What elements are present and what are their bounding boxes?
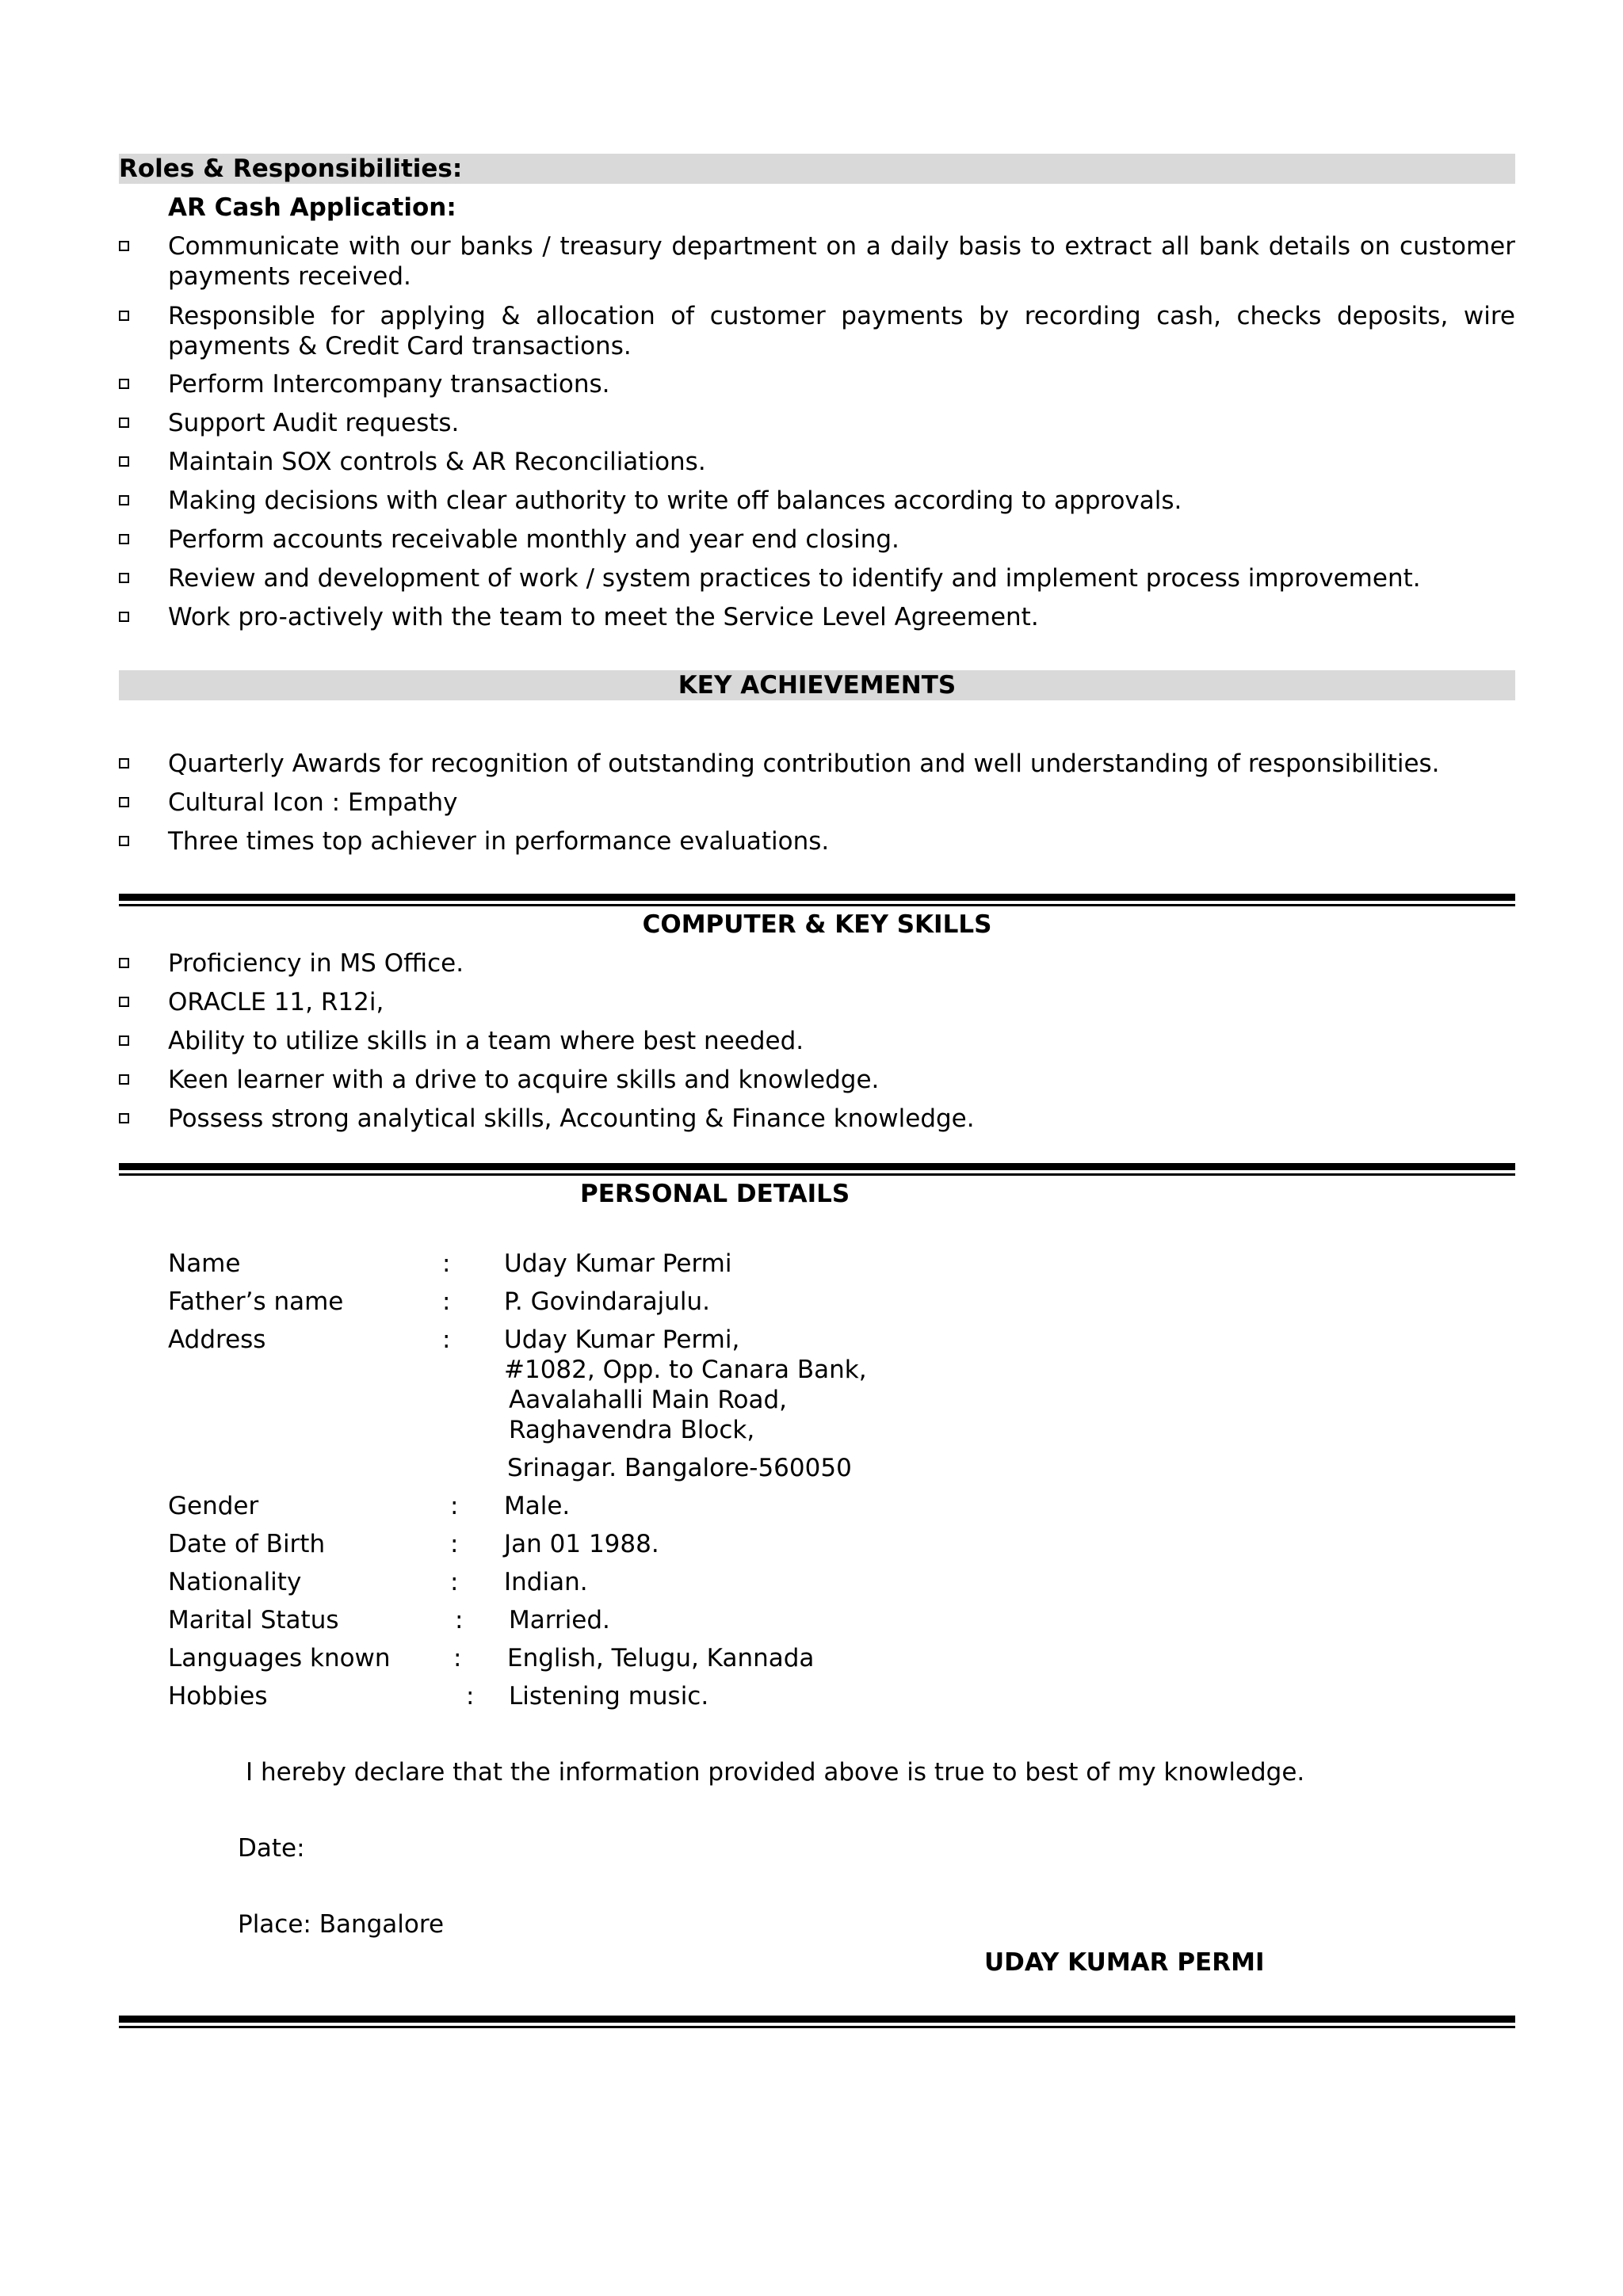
section-divider	[119, 2016, 1515, 2028]
languages-colon: :	[453, 1644, 462, 1672]
skills-heading: COMPUTER & KEY SKILLS	[642, 910, 992, 939]
hobbies-colon: :	[466, 1682, 475, 1711]
address-line-5: Srinagar. Bangalore-560050	[507, 1454, 852, 1482]
nationality-colon: :	[450, 1568, 459, 1596]
skills-item-3: Ability to utilize skills in a team where best needed.	[168, 1027, 804, 1055]
date-label: Date:	[238, 1834, 305, 1863]
bullet-icon	[119, 1026, 132, 1056]
declaration-text: I hereby declare that the information provided above is true to best of my knowledge.	[246, 1758, 1305, 1787]
skills-item-5: Possess strong analytical skills, Accounting & Finance knowledge.	[168, 1104, 975, 1133]
bullet-icon	[119, 948, 132, 978]
bullet-icon	[119, 602, 132, 632]
section-divider	[119, 894, 1515, 906]
roles-item-2: Responsible for applying & allocation of customer payments by recording cash, checks deposits, wire payments & Credit Card transactions.	[168, 302, 1515, 360]
address-line-2: #1082, Opp. to Canara Bank,	[504, 1356, 867, 1384]
bullet-icon	[119, 749, 132, 779]
address-colon: :	[442, 1325, 451, 1354]
address-line-1: Uday Kumar Permi,	[504, 1325, 740, 1354]
bullet-icon	[119, 524, 132, 555]
gender-value: Male.	[504, 1492, 571, 1520]
marital-label: Marital Status	[168, 1606, 339, 1634]
hobbies-value: Listening music.	[509, 1682, 709, 1711]
personal-heading: PERSONAL DETAILS	[580, 1180, 850, 1208]
roles-item-4: Support Audit requests.	[168, 409, 460, 437]
signature-name: UDAY KUMAR PERMI	[984, 1948, 1265, 1977]
roles-item-5: Maintain SOX controls & AR Reconciliations.	[168, 448, 706, 476]
bullet-icon	[119, 563, 132, 593]
dob-value: Jan 01 1988.	[504, 1530, 659, 1558]
achievements-item-2: Cultural Icon : Empathy	[168, 788, 458, 817]
bullet-icon	[119, 1104, 132, 1134]
name-value: Uday Kumar Permi	[504, 1249, 732, 1278]
address-line-3: Aavalahalli Main Road,	[509, 1386, 787, 1414]
father-value: P. Govindarajulu.	[504, 1287, 710, 1316]
skills-item-4: Keen learner with a drive to acquire skills and knowledge.	[168, 1066, 880, 1094]
hobbies-label: Hobbies	[168, 1682, 268, 1711]
dob-label: Date of Birth	[168, 1530, 326, 1558]
roles-item-9: Work pro-actively with the team to meet the Service Level Agreement.	[168, 603, 1039, 631]
skills-item-1: Proficiency in MS Office.	[168, 949, 464, 978]
section-divider	[119, 1163, 1515, 1176]
bullet-icon	[119, 826, 132, 856]
roles-item-3: Perform Intercompany transactions.	[168, 370, 610, 399]
bullet-icon	[119, 788, 132, 818]
achievements-item-3: Three times top achiever in performance evaluations.	[168, 827, 830, 856]
gender-colon: :	[450, 1492, 459, 1520]
roles-item-1: Communicate with our banks / treasury department on a daily basis to extract all bank details on customer payments received.	[168, 232, 1515, 291]
dob-colon: :	[450, 1530, 459, 1558]
bullet-icon	[119, 231, 132, 261]
bullet-icon	[119, 987, 132, 1017]
languages-value: English, Telugu, Kannada	[507, 1644, 815, 1672]
nationality-value: Indian.	[504, 1568, 588, 1596]
bullet-icon	[119, 301, 132, 331]
bullet-icon	[119, 408, 132, 438]
marital-value: Married.	[509, 1606, 610, 1634]
bullet-icon	[119, 1065, 132, 1095]
roles-item-6: Making decisions with clear authority to write off balances according to approvals.	[168, 486, 1182, 515]
father-label: Father’s name	[168, 1287, 344, 1316]
place-label: Place: Bangalore	[238, 1910, 445, 1939]
name-colon: :	[442, 1249, 451, 1278]
bullet-icon	[119, 447, 132, 477]
achievements-heading: KEY ACHIEVEMENTS	[678, 671, 957, 700]
name-label: Name	[168, 1249, 241, 1278]
languages-label: Languages known	[168, 1644, 391, 1672]
roles-item-8: Review and development of work / system practices to identify and implement process improvement.	[168, 564, 1421, 593]
gender-label: Gender	[168, 1492, 259, 1520]
father-colon: :	[442, 1287, 451, 1316]
bullet-icon	[119, 369, 132, 399]
achievements-item-1: Quarterly Awards for recognition of outstanding contribution and well understanding of responsibilities.	[168, 749, 1440, 778]
bullet-icon	[119, 486, 132, 516]
address-line-4: Raghavendra Block,	[509, 1416, 755, 1444]
marital-colon: :	[455, 1606, 464, 1634]
roles-heading: Roles & Responsibilities:	[119, 154, 463, 183]
skills-item-2: ORACLE 11, R12i,	[168, 988, 384, 1016]
roles-subheading: AR Cash Application:	[168, 193, 456, 222]
nationality-label: Nationality	[168, 1568, 302, 1596]
address-label: Address	[168, 1325, 266, 1354]
roles-item-7: Perform accounts receivable monthly and year end closing.	[168, 525, 899, 554]
